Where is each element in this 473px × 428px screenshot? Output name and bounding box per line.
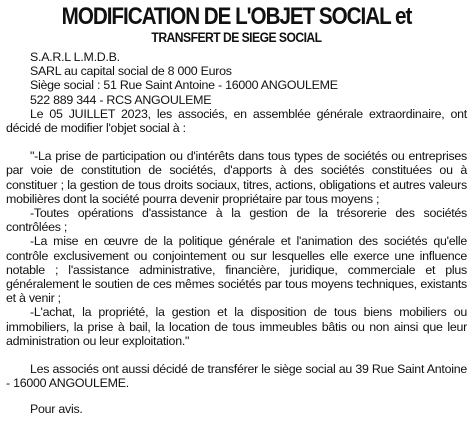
intro-paragraph: Le 05 JUILLET 2023, les associés, en assemblée générale extraordinaire, ont décidé de modifier l'objet social à : [6,106,467,136]
spacer [6,390,467,402]
object-clause: -L'achat, la propriété, la gestion et la disposition de tous biens mobiliers ou immobiliers, la prise à bail, la location de tous immeubles bâtis ou non ainsi que leur administration ou leur exploitation." [6,305,467,348]
company-head-office: Siège social : 51 Rue Saint Antoine - 16000 ANGOULEME [30,78,338,93]
company-name: S.A.R.L L.M.D.B. [30,50,120,64]
object-clause: -Toutes opérations d'assistance à la gestion de la trésorerie des sociétés contrôlées ; [6,206,467,235]
legal-notice [6,4,467,417]
company-rcs: 522 889 344 - RCS ANGOULEME [30,92,212,107]
notice-title: MODIFICATION DE L'OBJET SOCIAL et [61,3,412,30]
object-clause: "-La prise de participation ou d'intérêts dans tous types de sociétés ou entreprises par voie de constitution de sociétés, d'apports à des sociétés constituées ou à constituer ; la gestion de tous droits sociaux, titres, actions, obligations et autres valeurs mobilières dont la société pourra devenir propriétaire par tous moyens ; [6,149,467,206]
spacer [6,348,467,362]
spacer [6,135,467,149]
closing-line: Pour avis. [30,402,83,417]
company-capital: SARL au capital social de 8 000 Euros [30,64,232,79]
object-clause: -La mise en œuvre de la politique générale et l'animation des sociétés qu'elle contrôle exclusivement ou conjointement ou sur lesquelles elle exerce une influence notable ; l'assistance administrative, financière, juridique, commerciale et plus généralement le soutien de ces mêmes sociétés par tous moyens techniques, existants et à venir ; [6,234,467,306]
notice-subtitle: TRANSFERT DE SIEGE SOCIAL [151,30,322,45]
notice-body [6,50,467,417]
transfer-paragraph: Les associés ont aussi décidé de transférer le siège social au 39 Rue Saint Antoine - 16000 ANGOULEME. [6,362,467,391]
